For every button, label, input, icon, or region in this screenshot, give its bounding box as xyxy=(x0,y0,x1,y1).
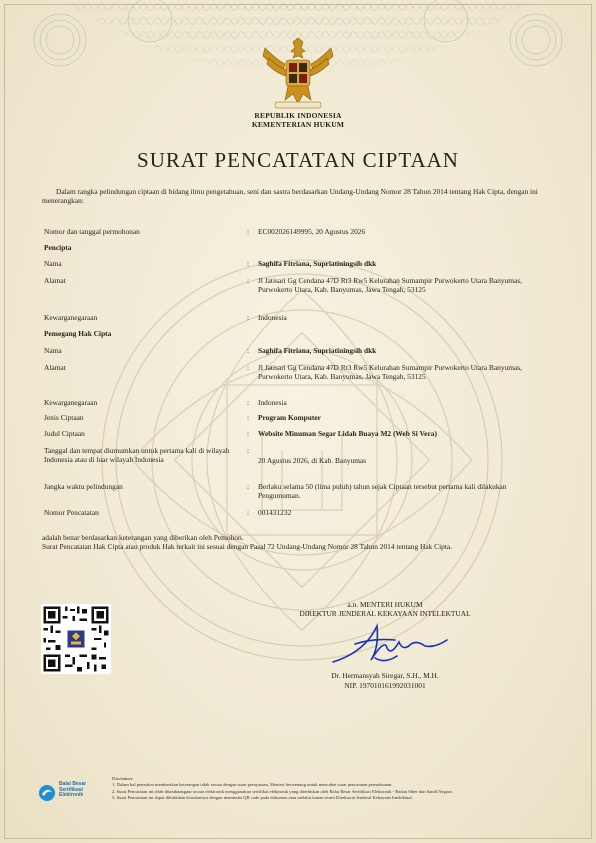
colon: : xyxy=(247,227,250,236)
holder-nationality-label: Kewarganegaraan xyxy=(44,398,98,407)
work-type: Program Komputer xyxy=(258,413,321,422)
bsre-line2: Sertifikasi xyxy=(59,786,83,793)
bsre-line1: Balai Besar xyxy=(59,781,87,787)
colon: : xyxy=(247,508,250,517)
announce-value: 20 Agustus 2026, di Kab. Banyumas xyxy=(258,456,367,465)
creator-name: Saghifa Fitriana, Supriatiningsih dkk xyxy=(258,259,377,268)
signature-office: DIREKTUR JENDERAL KEKAYAAN INTELEKTUAL xyxy=(299,609,471,618)
work-type-label: Jenis Ciptaan xyxy=(44,413,84,422)
colon: : xyxy=(247,482,250,491)
header-ministry: KEMENTERIAN HUKUM xyxy=(251,120,345,129)
qr-code[interactable] xyxy=(41,604,111,674)
holder-heading: Pemegang Hak Cipta xyxy=(44,329,112,338)
record-value: 001431232 xyxy=(258,508,292,517)
disclaimer-item: 3. Surat Pencatatan ini dapat dibuktikan keasliannya dengan memindai QR code pada dokumen atau melalui laman resmi Direktorat Jenderal Kekayaan Intelektual. xyxy=(112,795,413,801)
garuda-emblem-icon xyxy=(255,30,341,112)
disclaimer-item: 1. Dalam hal pemohon memberikan keterangan tidak sesuai dengan surat pernyataan, Menteri berwenang untuk mencabut surat pencatatan permohonan. xyxy=(112,782,393,788)
record-label: Nomor Pencatatan xyxy=(44,508,99,517)
colon: : xyxy=(247,313,250,322)
colon: : xyxy=(247,398,250,407)
signatory-nip: NIP. 197010161992031001 xyxy=(344,681,426,690)
period-value: Berlaku selama 50 (lima puluh) tahun sejak Ciptaan tersebut pertama kali dilakukan Pengumuman. xyxy=(258,482,507,501)
colon: : xyxy=(247,363,250,372)
holder-address: Jl Jatisari Gg Cendana 47D Rt3 Rw5 Kelurahan Sumampir Purwokerto Utara Banyumas, Purwokerto Utara, Kab. Banyumas, Jawa Tengah, 53125 xyxy=(258,363,522,382)
disclaimer-item: 2. Surat Pencatatan ini telah ditandatangani secara elektronik menggunakan sertifikat elektronik yang diterbitkan oleh Balai Besar Sertifikasi Elektronik - Badan Siber dan Sandi Negara. xyxy=(112,788,453,794)
creator-address-label: Alamat xyxy=(44,276,66,285)
colon: : xyxy=(247,429,250,438)
disclaimer-heading: Disclaimer: xyxy=(112,776,134,781)
work-title: Website Minuman Segar Lidah Buaya M2 (Web Si Vera) xyxy=(258,429,437,438)
announce-label: Tanggal dan tempat diumumkan untuk pertama kali di wilayah Indonesia atau di luar wilayah Indonesia xyxy=(44,446,230,465)
work-title-label: Judul Ciptaan xyxy=(44,429,85,438)
disclaimer xyxy=(112,776,562,802)
signature-on-behalf: a.n. MENTERI HUKUM xyxy=(347,600,423,609)
application-value: EC002026149995, 20 Agustus 2026 xyxy=(258,227,366,236)
colon: : xyxy=(247,276,250,285)
creator-heading: Pencipta xyxy=(44,243,72,252)
legal-basis: Surat Pencatatan Hak Cipta atau produk Hak terkait ini sesuai dengan Pasal 72 Undang-Undang Nomor 28 Tahun 2014 tentang Hak Cipta. xyxy=(42,542,453,551)
handwritten-signature xyxy=(325,618,455,670)
creator-name-label: Nama xyxy=(44,259,62,268)
colon: : xyxy=(247,413,250,422)
intro-paragraph: Dalam rangka pelindungan ciptaan di bidang ilmu pengetahuan, seni dan sastra berdasarkan Undang-Undang Nomor 28 Tahun 2014 tentang Hak Cipta, dengan ini menerangkan: xyxy=(42,187,538,206)
creator-nationality-label: Kewarganegaraan xyxy=(44,313,98,322)
holder-nationality: Indonesia xyxy=(258,398,287,407)
holder-name: Saghifa Fitriana, Supriatiningsih dkk xyxy=(258,346,377,355)
period-label: Jangka waktu pelindungan xyxy=(44,482,123,491)
application-label: Nomor dan tanggal permohonan xyxy=(44,227,140,236)
colon: : xyxy=(247,446,250,455)
holder-name-label: Nama xyxy=(44,346,62,355)
colon: : xyxy=(247,346,250,355)
bsre-line3: Elektronik xyxy=(59,792,84,799)
colon: : xyxy=(247,259,250,268)
creator-address: Jl Jatisari Gg Cendana 47D Rt3 Rw5 Kelurahan Sumampir Purwokerto Utara Banyumas, Purwokerto Utara, Kab. Banyumas, Jawa Tengah, 53125 xyxy=(258,276,522,295)
header-republic: REPUBLIK INDONESIA xyxy=(254,111,342,120)
bsre-emblem-icon xyxy=(38,784,56,802)
closing-statement: adalah benar berdasarkan keterangan yang diberikan oleh Pemohon. xyxy=(42,533,244,542)
holder-address-label: Alamat xyxy=(44,363,66,372)
creator-nationality: Indonesia xyxy=(258,313,287,322)
signatory-name: Dr. Hermansyah Siregar, S.H., M.H. xyxy=(331,671,439,680)
document-title: SURAT PENCATATAN CIPTAAN xyxy=(137,148,459,172)
